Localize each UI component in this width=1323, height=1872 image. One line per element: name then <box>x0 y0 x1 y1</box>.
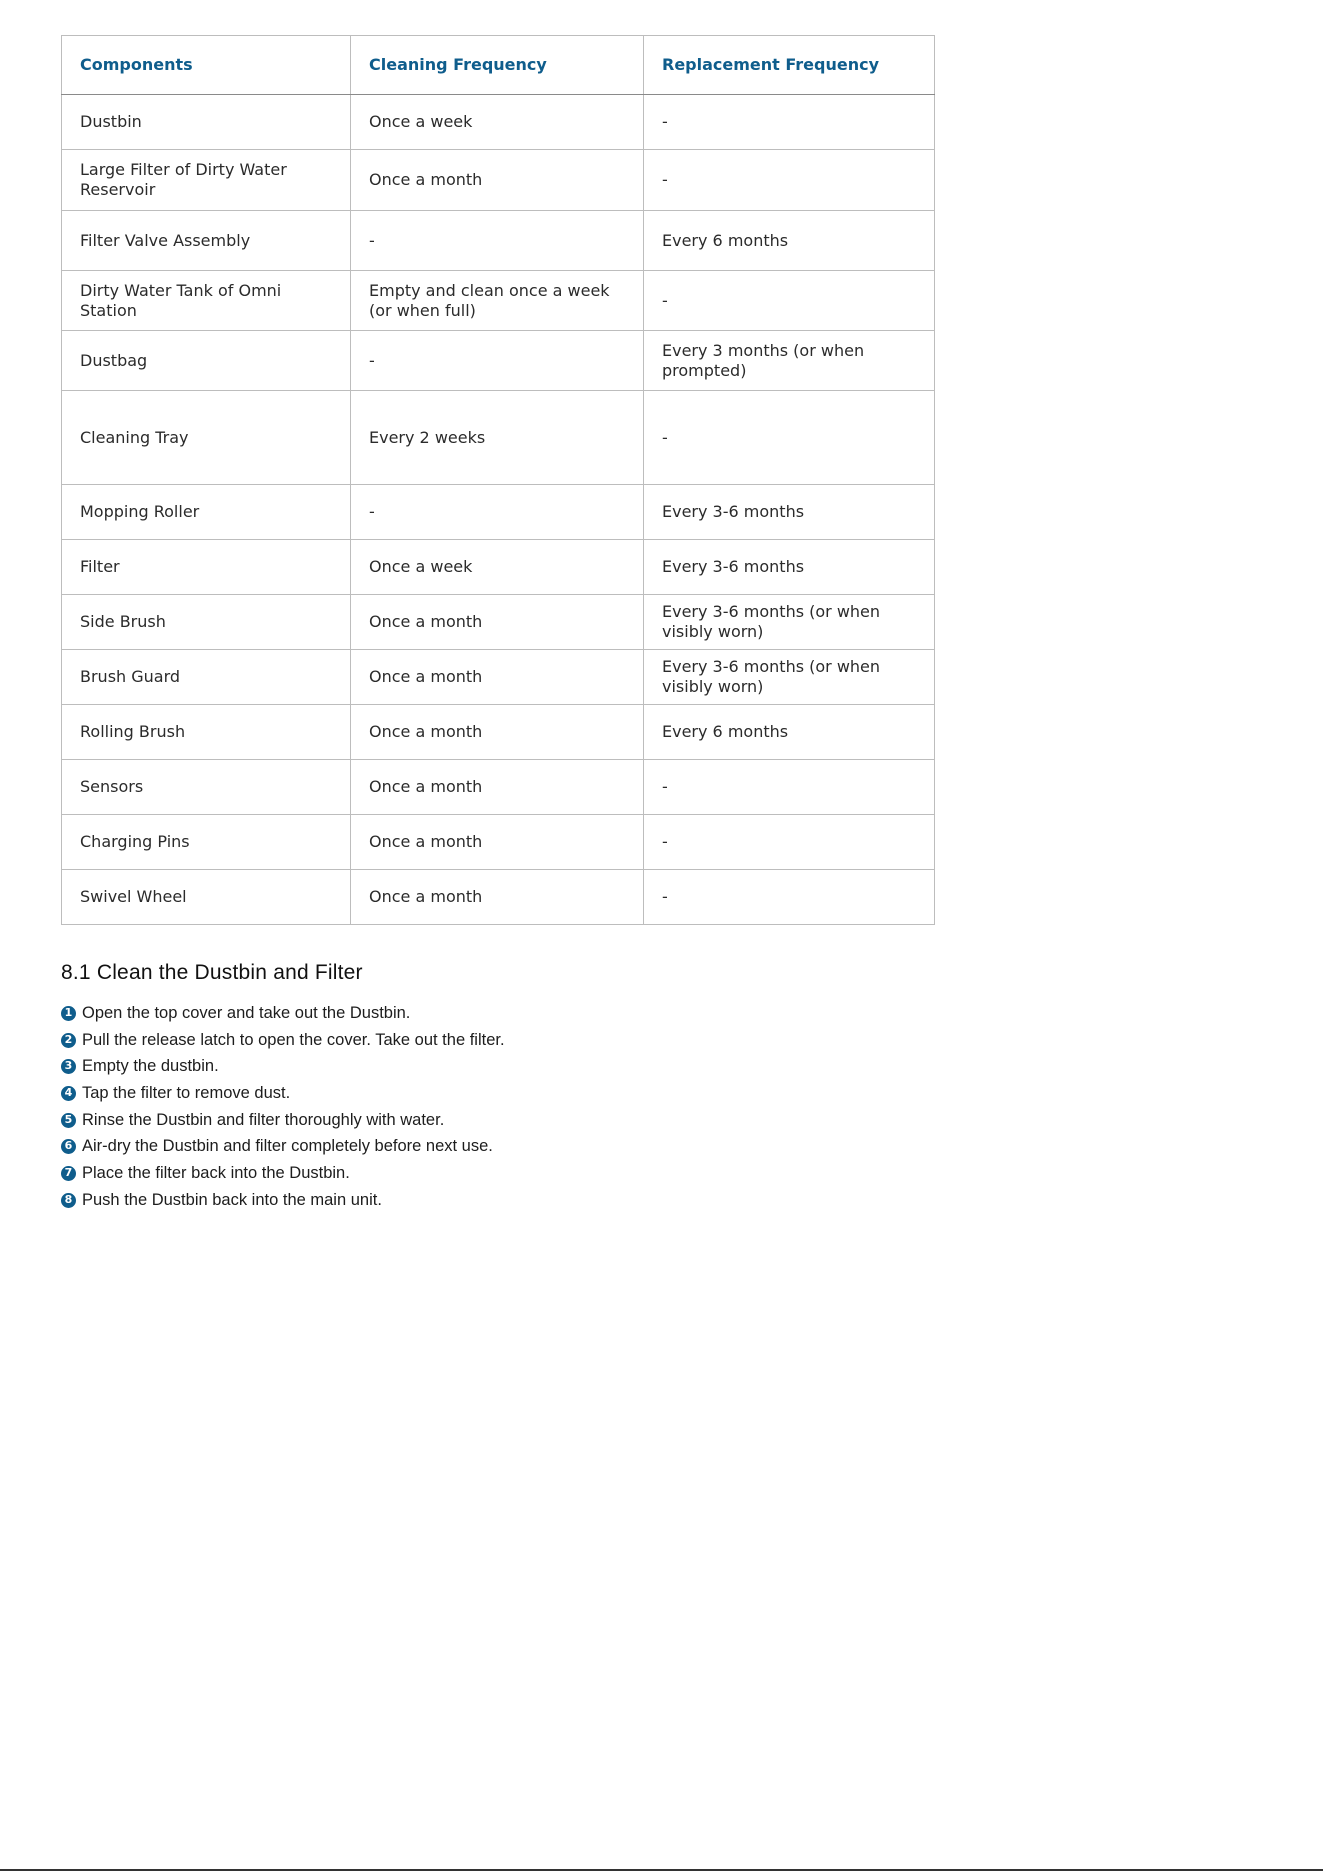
component-cell: Dustbag <box>62 331 351 391</box>
replacement-cell: - <box>644 95 935 150</box>
replacement-cell: Every 6 months <box>644 211 935 271</box>
step-number-badge: 8 <box>61 1193 76 1208</box>
steps-list <box>61 1000 505 1214</box>
table-row <box>62 705 935 760</box>
column-header-replacement-frequency: Replacement Frequency <box>644 36 935 95</box>
cleaning-cell: - <box>351 331 644 391</box>
step-item <box>61 1027 505 1054</box>
step-number-badge: 1 <box>61 1006 76 1021</box>
table-row <box>62 815 935 870</box>
step-text: Empty the dustbin. <box>82 1057 219 1076</box>
table-row <box>62 211 935 271</box>
table-row <box>62 391 935 485</box>
step-text: Air-dry the Dustbin and filter completely before next use. <box>82 1137 493 1156</box>
cleaning-cell: Once a week <box>351 540 644 595</box>
maintenance-schedule-table <box>61 35 935 925</box>
cleaning-cell: Once a month <box>351 650 644 705</box>
table-row <box>62 95 935 150</box>
step-item <box>61 1160 505 1187</box>
table-row <box>62 331 935 391</box>
replacement-cell: Every 3-6 months <box>644 485 935 540</box>
step-number-badge: 7 <box>61 1166 76 1181</box>
table-row <box>62 760 935 815</box>
component-cell: Side Brush <box>62 595 351 650</box>
step-text: Place the filter back into the Dustbin. <box>82 1164 350 1183</box>
step-item <box>61 1053 505 1080</box>
table-header-row <box>62 36 935 95</box>
table-row <box>62 595 935 650</box>
step-number-badge: 2 <box>61 1033 76 1048</box>
step-item <box>61 1080 505 1107</box>
replacement-cell: - <box>644 391 935 485</box>
component-cell: Swivel Wheel <box>62 870 351 925</box>
step-text: Pull the release latch to open the cover. Take out the filter. <box>82 1030 505 1049</box>
step-text: Rinse the Dustbin and filter thoroughly with water. <box>82 1110 445 1129</box>
component-cell: Filter Valve Assembly <box>62 211 351 271</box>
replacement-cell: Every 3 months (or when prompted) <box>644 331 935 391</box>
step-item <box>61 1107 505 1134</box>
replacement-cell: - <box>644 150 935 211</box>
component-cell: Sensors <box>62 760 351 815</box>
replacement-cell: Every 6 months <box>644 705 935 760</box>
step-item <box>61 1000 505 1027</box>
table-row <box>62 650 935 705</box>
cleaning-cell: Once a month <box>351 150 644 211</box>
table-row <box>62 870 935 925</box>
component-cell: Charging Pins <box>62 815 351 870</box>
replacement-cell: - <box>644 815 935 870</box>
component-cell: Rolling Brush <box>62 705 351 760</box>
section-title: 8.1 Clean the Dustbin and Filter <box>61 961 363 984</box>
cleaning-cell: Once a month <box>351 815 644 870</box>
cleaning-cell: - <box>351 485 644 540</box>
table-row <box>62 150 935 211</box>
step-text: Push the Dustbin back into the main unit. <box>82 1190 382 1209</box>
step-item <box>61 1133 505 1160</box>
component-cell: Brush Guard <box>62 650 351 705</box>
column-header-components: Components <box>62 36 351 95</box>
cleaning-cell: Once a month <box>351 595 644 650</box>
table-row <box>62 485 935 540</box>
step-number-badge: 5 <box>61 1113 76 1128</box>
component-cell: Dirty Water Tank of Omni Station <box>62 271 351 331</box>
table-row <box>62 271 935 331</box>
step-text: Tap the filter to remove dust. <box>82 1084 291 1103</box>
column-header-cleaning-frequency: Cleaning Frequency <box>351 36 644 95</box>
component-cell: Dustbin <box>62 95 351 150</box>
cleaning-cell: - <box>351 211 644 271</box>
replacement-cell: - <box>644 870 935 925</box>
replacement-cell: Every 3-6 months (or when visibly worn) <box>644 650 935 705</box>
step-number-badge: 4 <box>61 1086 76 1101</box>
cleaning-cell: Once a month <box>351 705 644 760</box>
component-cell: Filter <box>62 540 351 595</box>
cleaning-cell: Empty and clean once a week (or when full) <box>351 271 644 331</box>
component-cell: Mopping Roller <box>62 485 351 540</box>
cleaning-cell: Once a month <box>351 870 644 925</box>
cleaning-cell: Once a week <box>351 95 644 150</box>
replacement-cell: - <box>644 760 935 815</box>
step-number-badge: 6 <box>61 1139 76 1154</box>
cleaning-cell: Once a month <box>351 760 644 815</box>
replacement-cell: Every 3-6 months <box>644 540 935 595</box>
table-row <box>62 540 935 595</box>
cleaning-cell: Every 2 weeks <box>351 391 644 485</box>
page-bottom-rule <box>0 1869 1323 1871</box>
replacement-cell: Every 3-6 months (or when visibly worn) <box>644 595 935 650</box>
step-number-badge: 3 <box>61 1059 76 1074</box>
replacement-cell: - <box>644 271 935 331</box>
component-cell: Large Filter of Dirty Water Reservoir <box>62 150 351 211</box>
step-item <box>61 1187 505 1214</box>
step-text: Open the top cover and take out the Dustbin. <box>82 1004 411 1022</box>
component-cell: Cleaning Tray <box>62 391 351 485</box>
